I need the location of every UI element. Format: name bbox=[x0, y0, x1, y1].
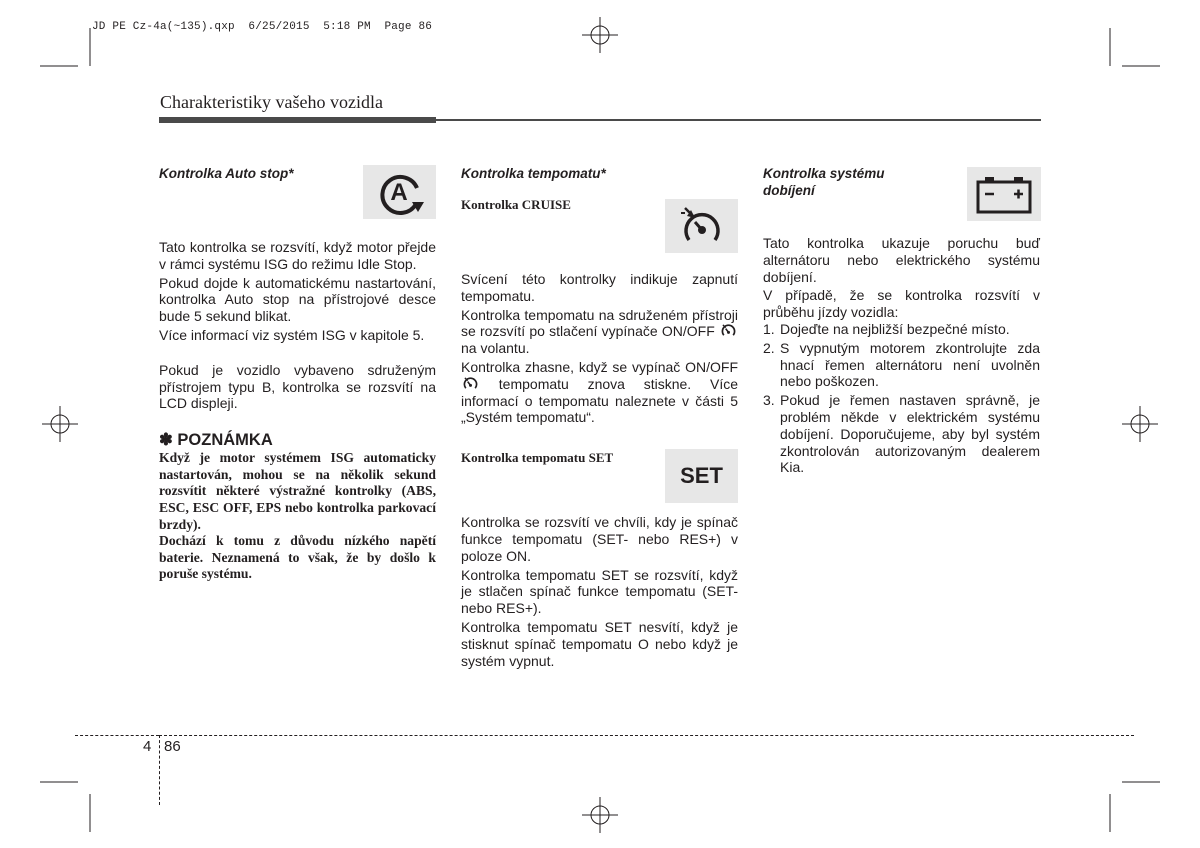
set-badge-text: SET bbox=[680, 463, 723, 488]
list-item-text: Dojeďte na nejbližší bezpečné místo. bbox=[780, 320, 1010, 337]
battery-icon bbox=[967, 167, 1041, 221]
footer-rule-right bbox=[159, 735, 1134, 736]
cruise-switch-icon bbox=[721, 323, 736, 338]
paragraph: Kontrolka se rozsvítí ve chvíli, kdy je spínač funkce tempomatu (SET- nebo RES+) v poloze ON. bbox=[461, 514, 738, 564]
list-item-text: Pokud je řemen nastaven správně, je problém někde v elektrickém systému dobíjení. Doporučujeme, aby byl systém zkontrolován autorizovaným dealerem Kia. bbox=[780, 392, 1040, 476]
paragraph-text: Více informací o tempomatu naleznete v části 5 „Systém tempomatu“. bbox=[461, 375, 738, 426]
paragraph: Svícení této kontrolky indikuje zapnutí tempomatu. bbox=[461, 271, 738, 304]
list-item-number: 1. bbox=[763, 320, 775, 337]
list-item bbox=[763, 321, 1040, 338]
header-rule-thin bbox=[436, 119, 1041, 121]
paragraph: Kontrolka tempomatu SET nesvítí, když je stisknut spínač tempomatu O nebo když je systém vypnut. bbox=[461, 618, 738, 669]
paragraph: Více informací viz systém ISG v kapitole 5. bbox=[159, 326, 425, 343]
list-item bbox=[763, 392, 1040, 476]
page-header-title: Charakteristiky vašeho vozidla bbox=[160, 92, 383, 112]
print-slug: JD PE Cz-4a(~135).qxp 6/25/2015 5:18 PM Page 86 bbox=[92, 21, 433, 33]
list-item bbox=[763, 340, 1040, 390]
paragraph: Pokud je vozidlo vybaveno sdruženým přístrojem typu B, kontrolka se rozsvítí na LCD displeji. bbox=[159, 361, 436, 412]
set-indicator-icon bbox=[665, 449, 738, 503]
page-chapter: 4 bbox=[143, 738, 152, 755]
subheading-cruise-set: Kontrolka tempomatu SET bbox=[461, 450, 614, 466]
paragraph: Kontrolka tempomatu SET se rozsvítí, když je stlačen spínač funkce tempomatu (SET- nebo RES+). bbox=[461, 566, 738, 617]
note-symbol: ✽ bbox=[159, 431, 173, 450]
paragraph-text: tempomatu znova stiskne. bbox=[498, 375, 692, 392]
note-title bbox=[159, 430, 436, 450]
section-heading-auto-stop: Kontrolka Auto stop* bbox=[159, 166, 294, 181]
footer-rule-left bbox=[75, 735, 159, 736]
header-rule-thick bbox=[159, 117, 436, 123]
cruise-speedometer-icon bbox=[665, 199, 738, 253]
paragraph-text: ON/OFF bbox=[685, 358, 739, 375]
footer-vertical-rule bbox=[159, 735, 160, 805]
list-item-text: S vypnutým motorem zkontrolujte zda hnací řemen alternátoru není uvolněn nebo poškozen. bbox=[780, 339, 1040, 390]
heading-line: dobíjení bbox=[763, 183, 815, 198]
paragraph: Tato kontrolka se rozsvítí, když motor přejde v rámci systému ISG do režimu Idle Stop. bbox=[159, 239, 436, 272]
steps-list bbox=[763, 321, 1040, 476]
note-title-text: POZNÁMKA bbox=[177, 431, 273, 450]
subheading-cruise: Kontrolka CRUISE bbox=[461, 197, 571, 212]
note-paragraph: Když je motor systémem ISG automaticky nastartován, mohou se na několik sekund rozsvítit některé výstražné kontrolky (ABS, ESC, ESC OFF, EPS nebo kontrolka parkovací brzdy). bbox=[159, 450, 436, 532]
column-auto-stop bbox=[159, 163, 436, 583]
column-cruise bbox=[461, 163, 738, 669]
svg-text:A: A bbox=[389, 179, 408, 206]
section-heading-cruise: Kontrolka tempomatu* bbox=[461, 166, 606, 181]
auto-stop-icon bbox=[363, 165, 436, 219]
paragraph-text: na volantu. bbox=[461, 340, 530, 357]
list-item-number: 2. bbox=[763, 339, 775, 356]
cruise-switch-icon bbox=[463, 376, 478, 391]
heading-line: Kontrolka systému bbox=[763, 166, 885, 181]
column-charging bbox=[763, 163, 1040, 476]
paragraph: Tato kontrolka ukazuje poruchu buď alternátoru nebo elektrického systému dobíjení. bbox=[763, 235, 1040, 285]
paragraph: V případě, že se kontrolka rozsvítí v průběhu jízdy vozidla: bbox=[763, 287, 1040, 321]
paragraph-text: Kontrolka tempomatu na sdruženém přístroji se rozsvítí po stlačení vypínače ON/OFF bbox=[461, 306, 738, 340]
paragraph bbox=[461, 359, 738, 426]
paragraph bbox=[461, 307, 738, 357]
paragraph: Pokud dojde k automatickému nastartování, kontrolka Auto stop na přístrojové desce bude 5 sekund blikat. bbox=[159, 274, 436, 325]
paragraph-text: Kontrolka zhasne, když se vypínač bbox=[461, 358, 681, 375]
note-paragraph: Dochází k tomu z důvodu nízkého napětí baterie. Neznamená to však, že by došlo k poruše systému. bbox=[159, 533, 436, 582]
list-item-number: 3. bbox=[763, 392, 775, 409]
page-number: 86 bbox=[164, 738, 181, 755]
